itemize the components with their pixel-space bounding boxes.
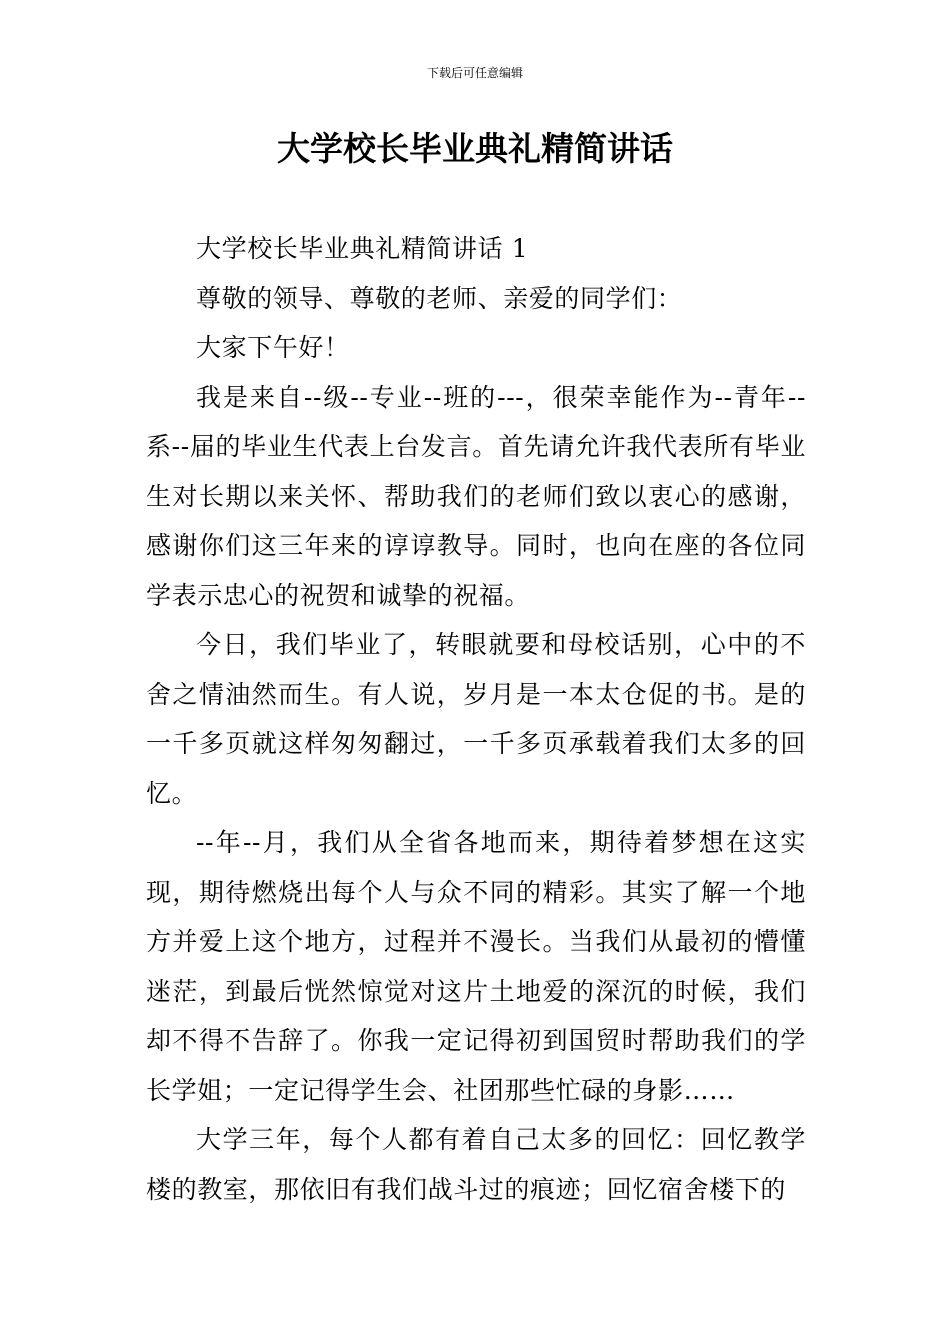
- body-paragraph: 今日，我们毕业了，转眼就要和母校话别，心中的不舍之情油然而生。有人说，岁月是一本太仓促的书。是的一千多页就这样匆匆翻过，一千多页承载着我们太多的回忆。: [146, 630, 806, 808]
- salutation: 尊敬的领导、尊敬的老师、亲爱的同学们：: [196, 283, 683, 313]
- header-note: 下载后可任意编辑: [426, 66, 523, 80]
- greeting: 大家下午好！: [196, 333, 350, 362]
- body-paragraph: 大学三年，每个人都有着自己太多的回忆：回忆教学楼的教室，那依旧有我们战斗过的痕迹；回忆宿舍楼下的: [146, 1125, 806, 1204]
- section-heading: 大学校长毕业典礼精简讲话 1: [196, 234, 529, 263]
- document-title: 大学校长毕业典礼精简讲话: [277, 129, 673, 168]
- body-paragraph: --年--月，我们从全省各地而来，期待着梦想在这实现，期待燃烧出每个人与众不同的精彩。其实了解一个地方并爱上这个地方，过程并不漫长。当我们从最初的懵懂迷茫，到最后恍然惊觉对这片土地爱的深沉的时候，我们却不得不告辞了。你我一定记得初到国贸时帮助我们的学长学姐；一定记得学生会、社团那些忙碌的身影……: [146, 828, 806, 1105]
- body-paragraph: 我是来自--级--专业--班的---，很荣幸能作为--青年--系--届的毕业生代表上台发言。首先请允许我代表所有毕业生对长期以来关怀、帮助我们的老师们致以衷心的感谢，感谢你们这三年来的谆谆教导。同时，也向在座的各位同学表示忠心的祝贺和诚挚的祝福。: [146, 382, 806, 610]
- document-body: [146, 224, 806, 1214]
